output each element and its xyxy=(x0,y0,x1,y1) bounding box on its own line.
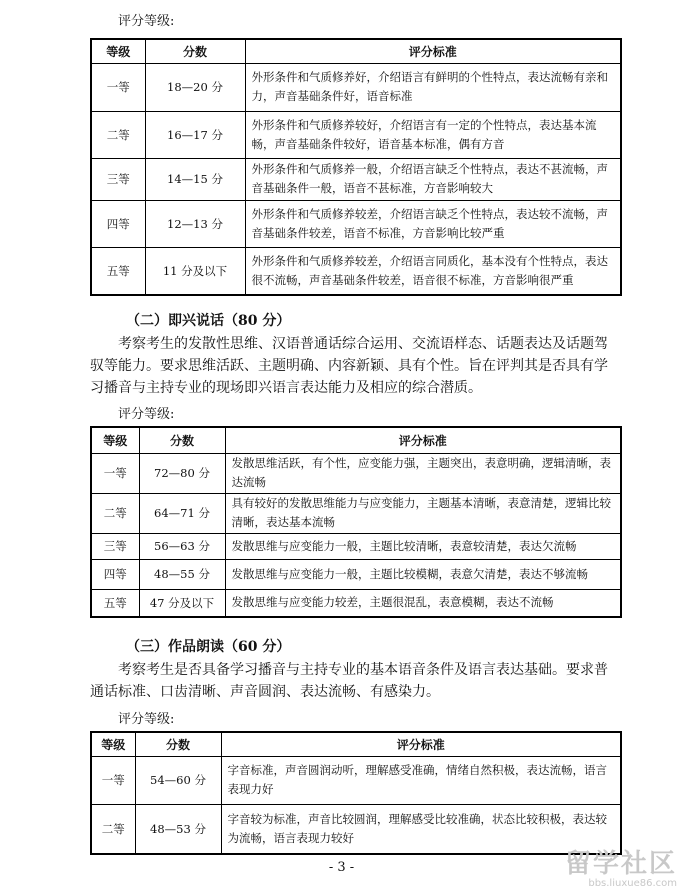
table-header-score: 分数 xyxy=(135,732,221,756)
grade-cell: 五等 xyxy=(91,247,145,295)
table-row xyxy=(91,533,621,559)
table-row xyxy=(91,453,621,493)
score-cell: 11 分及以下 xyxy=(145,247,245,295)
table-row xyxy=(91,559,621,589)
table2-header-row xyxy=(91,427,621,453)
section2-paragraph: 考察考生的发散性思维、汉语普通话综合运用、交流语样态、话题表达及话题驾驭等能力。要求思维活跃、主题明确、内容新颖、具有个性。旨在评判其是否具有学习播音与主持专业的现场即兴语言表达能力及相应的综合潜质。 xyxy=(90,336,608,396)
table-header-criteria: 评分标准 xyxy=(245,39,621,63)
criteria-cell: 外形条件和气质修养较差，介绍语言同质化，基本没有个性特点，表达很不流畅，声音基础条件较差，语音很不标准，方音影响很严重 xyxy=(245,247,621,295)
table3-scoring-grid xyxy=(90,731,622,855)
page-number: - 3 - xyxy=(328,860,355,875)
criteria-cell: 外形条件和气质修养好，介绍语言有鲜明的个性特点，表达流畅有亲和力，声音基础条件好，语音标准 xyxy=(245,63,621,111)
grade-cell: 一等 xyxy=(91,453,139,493)
watermark-brand: 留学社区 xyxy=(564,849,677,879)
grade-cell: 三等 xyxy=(91,158,145,200)
score-cell: 14—15 分 xyxy=(145,158,245,200)
score-cell: 16—17 分 xyxy=(145,111,245,158)
grade-cell: 二等 xyxy=(91,111,145,158)
score-cell: 56—63 分 xyxy=(139,533,225,559)
table-row xyxy=(91,158,621,200)
score-cell: 64—71 分 xyxy=(139,493,225,533)
grade-cell: 四等 xyxy=(91,200,145,247)
criteria-cell: 发散思维与应变能力一般，主题比较模糊，表意欠清楚，表达不够流畅 xyxy=(225,559,621,589)
grade-cell: 二等 xyxy=(91,493,139,533)
criteria-cell: 发散思维与应变能力一般，主题比较清晰，表意较清楚，表达欠流畅 xyxy=(225,533,621,559)
criteria-cell: 发散思维活跃，有个性，应变能力强，主题突出，表意明确，逻辑清晰，表达流畅 xyxy=(225,453,621,493)
criteria-cell: 外形条件和气质修养较好，介绍语言有一定的个性特点，表达基本流畅，声音基础条件较好，语音基本标准，偶有方音 xyxy=(245,111,621,158)
table3-label: 评分等级: xyxy=(118,712,175,727)
criteria-cell: 发散思维与应变能力较差，主题很混乱，表意模糊，表达不流畅 xyxy=(225,589,621,617)
table-header-grade: 等级 xyxy=(91,732,135,756)
table1-header-row xyxy=(91,39,621,63)
table-header-grade: 等级 xyxy=(91,39,145,63)
section3-heading: （三）作品朗读（60 分） xyxy=(126,639,291,655)
grade-cell: 一等 xyxy=(91,63,145,111)
score-cell: 12—13 分 xyxy=(145,200,245,247)
table-header-score: 分数 xyxy=(145,39,245,63)
table-row xyxy=(91,200,621,247)
table-row xyxy=(91,247,621,295)
grade-cell: 三等 xyxy=(91,533,139,559)
table-row xyxy=(91,111,621,158)
score-cell: 48—55 分 xyxy=(139,559,225,589)
table-row xyxy=(91,804,621,854)
table-row xyxy=(91,493,621,533)
score-cell: 72—80 分 xyxy=(139,453,225,493)
criteria-cell: 具有较好的发散思维能力与应变能力，主题基本清晰，表意清楚，逻辑比较清晰，表达基本流畅 xyxy=(225,493,621,533)
grade-cell: 二等 xyxy=(91,804,135,854)
table-header-criteria: 评分标准 xyxy=(225,427,621,453)
table2-label: 评分等级: xyxy=(118,407,175,422)
table-row xyxy=(91,589,621,617)
score-cell: 18—20 分 xyxy=(145,63,245,111)
score-cell: 48—53 分 xyxy=(135,804,221,854)
table2-scoring-grid xyxy=(90,426,622,618)
criteria-cell: 字音标准，声音圆润动听，理解感受准确，情绪自然积极，表达流畅，语言表现力好 xyxy=(221,756,621,804)
site-watermark xyxy=(565,850,677,890)
grade-cell: 一等 xyxy=(91,756,135,804)
table-header-grade: 等级 xyxy=(91,427,139,453)
watermark-url: bbs.liuxue86.com xyxy=(588,878,677,889)
section3-paragraph: 考察考生是否具备学习播音与主持专业的基本语音条件及语言表达基础。要求普通话标准、口齿清晰、声音圆润、表达流畅、有感染力。 xyxy=(90,662,608,700)
table-header-criteria: 评分标准 xyxy=(221,732,621,756)
table1-scoring-grid xyxy=(90,38,622,296)
score-cell: 54—60 分 xyxy=(135,756,221,804)
score-cell: 47 分及以下 xyxy=(139,589,225,617)
table-header-score: 分数 xyxy=(139,427,225,453)
grade-cell: 四等 xyxy=(91,559,139,589)
criteria-cell: 字音较为标准，声音比较圆润，理解感受比较准确，状态比较积极，表达较为流畅，语言表现力较好 xyxy=(221,804,621,854)
table1-label: 评分等级: xyxy=(118,14,175,29)
grade-cell: 五等 xyxy=(91,589,139,617)
criteria-cell: 外形条件和气质修养较差，介绍语言缺乏个性特点，表达较不流畅，声音基础条件较差，语音不标准，方音影响比较严重 xyxy=(245,200,621,247)
criteria-cell: 外形条件和气质修养一般，介绍语言缺乏个性特点，表达不甚流畅，声音基础条件一般，语音不甚标准，方音影响较大 xyxy=(245,158,621,200)
table-row xyxy=(91,756,621,804)
table3-header-row xyxy=(91,732,621,756)
table-row xyxy=(91,63,621,111)
section2-heading: （二）即兴说话（80 分） xyxy=(126,313,291,329)
